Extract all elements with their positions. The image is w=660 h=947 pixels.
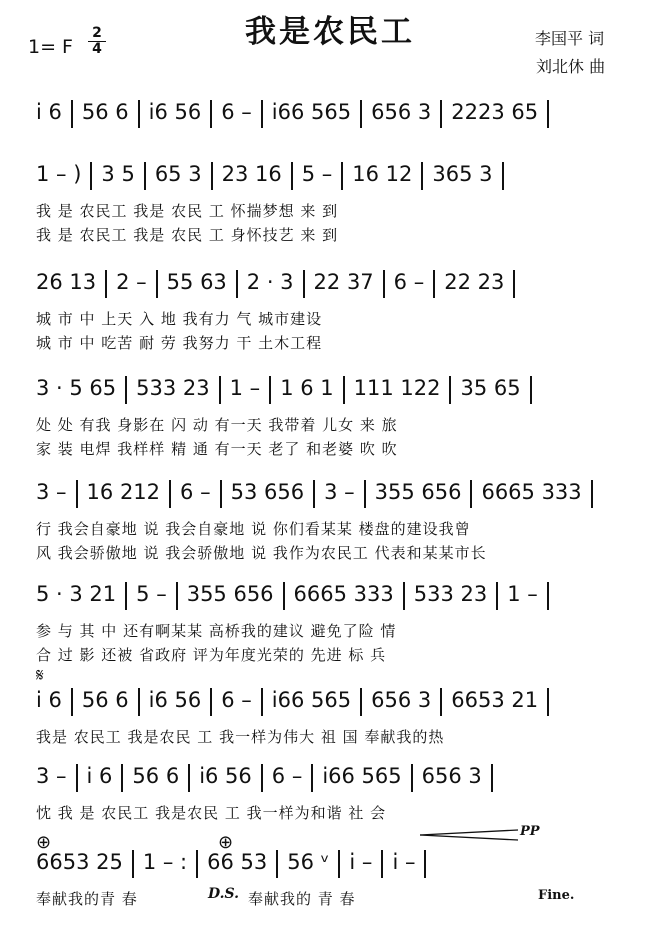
notation-line bbox=[36, 376, 626, 410]
measure: i 6 bbox=[86, 764, 113, 788]
measure: 2 · 3 bbox=[246, 270, 294, 294]
barline bbox=[360, 688, 362, 716]
notation-line bbox=[36, 850, 626, 884]
measure: i – bbox=[392, 850, 416, 874]
measure: 6653 21 bbox=[451, 688, 539, 712]
measure: i66 565 bbox=[271, 100, 352, 124]
measure: i66 565 bbox=[271, 688, 352, 712]
notation-line bbox=[36, 480, 626, 514]
measure: 6 – bbox=[180, 480, 211, 504]
barline bbox=[76, 764, 78, 792]
measure: 3 – bbox=[36, 480, 67, 504]
barline bbox=[261, 688, 263, 716]
notation-line bbox=[36, 100, 626, 134]
barline bbox=[138, 100, 140, 128]
measure: 26 13 bbox=[36, 270, 97, 294]
notation-line bbox=[36, 688, 626, 722]
measure: 6 – bbox=[393, 270, 425, 294]
barline bbox=[71, 100, 73, 128]
barline bbox=[547, 100, 549, 128]
measure: 56 6 bbox=[81, 688, 129, 712]
barline bbox=[383, 270, 385, 298]
measure: 3 5 bbox=[101, 162, 135, 186]
key-signature: 1= F bbox=[28, 36, 73, 58]
barline bbox=[343, 376, 345, 404]
barline bbox=[125, 582, 127, 610]
measure: 6653 25 bbox=[36, 850, 123, 874]
barline bbox=[470, 480, 472, 508]
notation-line bbox=[36, 162, 626, 196]
barline bbox=[360, 100, 362, 128]
barline bbox=[311, 764, 313, 792]
measure: 3 · 5 65 bbox=[36, 376, 117, 400]
measure: i 6 bbox=[36, 688, 62, 712]
measure: 56 ᵛ bbox=[287, 850, 330, 874]
measure: 5 – bbox=[301, 162, 333, 186]
barline bbox=[236, 270, 238, 298]
barline bbox=[513, 270, 515, 298]
barline bbox=[341, 162, 343, 190]
measure: i6 56 bbox=[148, 100, 202, 124]
measure: 16 212 bbox=[86, 480, 161, 504]
barline bbox=[496, 582, 498, 610]
measure: i6 56 bbox=[148, 688, 202, 712]
lyric-line-1: 我 是 农民工 我是 农民 工 怀揣梦想 来 到 bbox=[36, 202, 339, 220]
barline bbox=[440, 100, 442, 128]
measure: 6 – bbox=[271, 764, 303, 788]
barline bbox=[547, 688, 549, 716]
measure: 22 23 bbox=[444, 270, 505, 294]
lyric-line-1: 忱 我 是 农民工 我是农民 工 我一样为和谐 社 会 bbox=[36, 804, 387, 822]
measure: i6 56 bbox=[199, 764, 252, 788]
lyric-line-1: 参 与 其 中 还有啊某某 高桥我的建议 避免了险 情 bbox=[36, 622, 397, 640]
measure: 5 · 3 21 bbox=[36, 582, 117, 606]
barline bbox=[220, 480, 222, 508]
barline bbox=[138, 688, 140, 716]
barline bbox=[276, 850, 278, 878]
barline bbox=[591, 480, 593, 508]
measure: i66 565 bbox=[322, 764, 402, 788]
barline bbox=[421, 162, 423, 190]
barline bbox=[90, 162, 92, 190]
barline bbox=[411, 764, 413, 792]
measure: 111 122 bbox=[353, 376, 441, 400]
barline bbox=[530, 376, 532, 404]
barline bbox=[219, 376, 221, 404]
decrescendo-hairpin bbox=[420, 828, 520, 842]
barline bbox=[196, 850, 198, 878]
measure: 6 – bbox=[221, 688, 252, 712]
measure: 56 6 bbox=[132, 764, 180, 788]
measure: i 6 bbox=[36, 100, 62, 124]
barline bbox=[188, 764, 190, 792]
measure: 5 – bbox=[136, 582, 167, 606]
measure: 355 656 bbox=[374, 480, 462, 504]
measure: 6665 333 bbox=[293, 582, 394, 606]
measure: 1 – ) bbox=[36, 162, 82, 186]
lyric-line-2: 风 我会骄傲地 说 我会骄傲地 说 我作为农民工 代表和某某市长 bbox=[36, 544, 487, 562]
barline bbox=[261, 764, 263, 792]
barline bbox=[132, 850, 134, 878]
barline bbox=[364, 480, 366, 508]
lyric-line-2: 家 装 电焊 我样样 精 通 有一天 老了 和老婆 吹 吹 bbox=[36, 440, 398, 458]
lyric-line-2: 我 是 农民工 我是 农民 工 身怀技艺 来 到 bbox=[36, 226, 339, 244]
measure: 656 3 bbox=[371, 688, 432, 712]
measure: 35 65 bbox=[460, 376, 521, 400]
time-signature bbox=[88, 26, 106, 57]
barline bbox=[144, 162, 146, 190]
barline bbox=[210, 688, 212, 716]
measure: 365 3 bbox=[432, 162, 493, 186]
barline bbox=[440, 688, 442, 716]
barline bbox=[71, 688, 73, 716]
barline bbox=[210, 100, 212, 128]
pp-dynamic: PP bbox=[520, 824, 540, 839]
measure: 22 37 bbox=[313, 270, 374, 294]
measure: 355 656 bbox=[186, 582, 274, 606]
lyric-line-1: 行 我会自豪地 说 我会自豪地 说 你们看某某 楼盘的建设我曾 bbox=[36, 520, 471, 538]
lyric-line-2: 城 市 中 吃苦 耐 劳 我努力 干 土木工程 bbox=[36, 334, 323, 352]
measure: 23 16 bbox=[221, 162, 282, 186]
measure: 1 – : bbox=[142, 850, 188, 874]
barline bbox=[156, 270, 158, 298]
barline bbox=[547, 582, 549, 610]
barline bbox=[76, 480, 78, 508]
barline bbox=[449, 376, 451, 404]
song-title: 我是农民工 bbox=[245, 14, 415, 50]
barline bbox=[269, 376, 271, 404]
fine-marking: Fine. bbox=[538, 888, 575, 903]
barline bbox=[169, 480, 171, 508]
measure: 656 3 bbox=[371, 100, 432, 124]
lyricist-credit: 李国平 词 bbox=[535, 29, 605, 48]
barline bbox=[403, 582, 405, 610]
measure: 3 – bbox=[324, 480, 355, 504]
notation-line bbox=[36, 764, 626, 798]
barline bbox=[313, 480, 315, 508]
barline bbox=[125, 376, 127, 404]
lyric-line-1: 奉献我的青 春 bbox=[36, 890, 138, 908]
measure: 66 53 bbox=[207, 850, 268, 874]
barline bbox=[291, 162, 293, 190]
lyric-line-2: 奉献我的 青 春 bbox=[248, 890, 356, 908]
measure: 6665 333 bbox=[481, 480, 582, 504]
measure: 2223 65 bbox=[451, 100, 539, 124]
coda-icon-1: ⊕ bbox=[36, 832, 52, 853]
barline bbox=[283, 582, 285, 610]
barline bbox=[303, 270, 305, 298]
measure: 53 656 bbox=[230, 480, 305, 504]
lyric-line-1: 城 市 中 上天 入 地 我有力 气 城市建设 bbox=[36, 310, 323, 328]
barline bbox=[338, 850, 340, 878]
time-signature-top: 2 bbox=[92, 25, 102, 41]
lyric-line-2: 合 过 影 还被 省政府 评为年度光荣的 先进 标 兵 bbox=[36, 646, 387, 664]
barline bbox=[121, 764, 123, 792]
barline bbox=[261, 100, 263, 128]
barline bbox=[433, 270, 435, 298]
measure: 55 63 bbox=[166, 270, 227, 294]
measure: 3 – bbox=[36, 764, 67, 788]
measure: 533 23 bbox=[413, 582, 488, 606]
time-signature-bottom: 4 bbox=[88, 41, 106, 57]
measure: 1 6 1 bbox=[280, 376, 334, 400]
barline bbox=[176, 582, 178, 610]
measure: 1 – bbox=[507, 582, 538, 606]
barline bbox=[381, 850, 383, 878]
notation-line bbox=[36, 582, 626, 616]
measure: 1 – bbox=[229, 376, 261, 400]
measure: 65 3 bbox=[154, 162, 202, 186]
barline bbox=[424, 850, 426, 878]
measure: i – bbox=[349, 850, 373, 874]
measure: 6 – bbox=[221, 100, 252, 124]
barline bbox=[502, 162, 504, 190]
notation-line bbox=[36, 270, 626, 304]
measure: 656 3 bbox=[421, 764, 482, 788]
lyric-line-1: 我是 农民工 我是农民 工 我一样为伟大 祖 国 奉献我的热 bbox=[36, 728, 445, 746]
barline bbox=[491, 764, 493, 792]
composer-credit: 刘北休 曲 bbox=[536, 57, 606, 76]
barline bbox=[211, 162, 213, 190]
barline bbox=[105, 270, 107, 298]
lyric-line-1: 处 处 有我 身影在 闪 动 有一天 我带着 儿女 来 旅 bbox=[36, 416, 398, 434]
measure: 16 12 bbox=[352, 162, 413, 186]
measure: 533 23 bbox=[136, 376, 210, 400]
measure: 2 – bbox=[116, 270, 147, 294]
measure: 56 6 bbox=[81, 100, 129, 124]
ds-marking: D.S. bbox=[208, 886, 240, 902]
coda-icon-2: ⊕ bbox=[218, 832, 234, 853]
segno-icon: 𝄋 bbox=[36, 665, 44, 686]
